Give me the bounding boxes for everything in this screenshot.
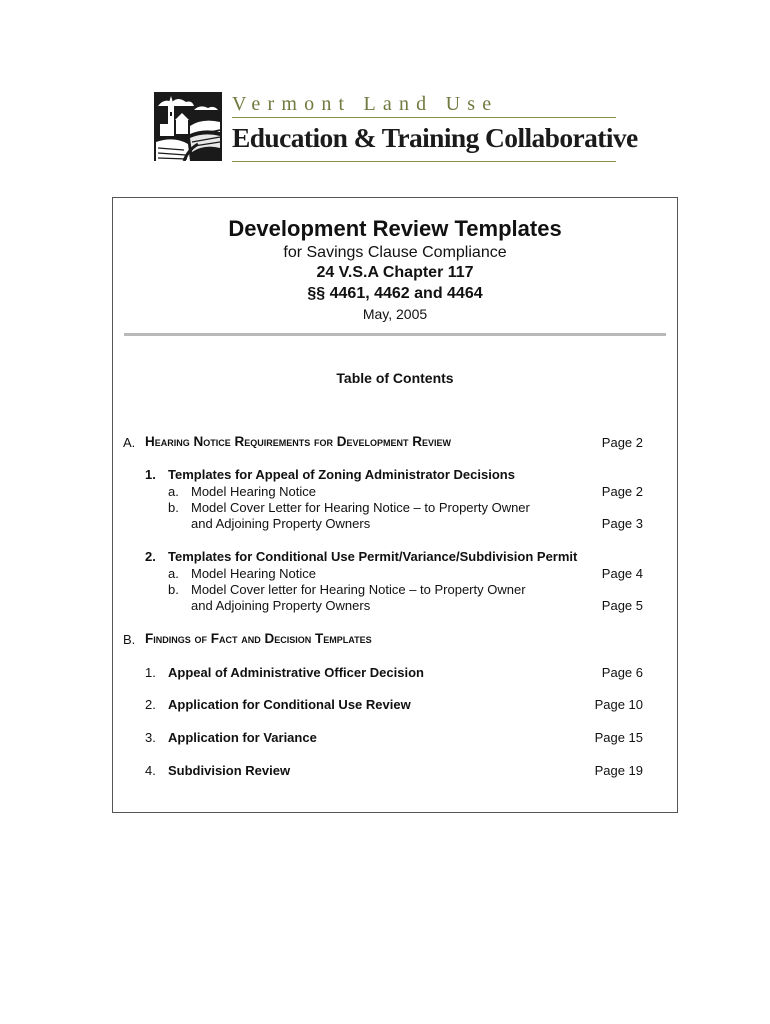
document-title: Development Review Templates — [228, 216, 562, 241]
a2a-page: Page 4 — [601, 566, 643, 581]
a1-number: 1. — [145, 467, 156, 482]
a2b-page: Page 5 — [601, 598, 643, 613]
b4-page: Page 19 — [594, 763, 643, 778]
section-b-letter: B. — [123, 632, 136, 647]
logo-rule-bottom — [232, 161, 616, 162]
section-a-page: Page 2 — [601, 435, 643, 450]
b3-title: Application for Variance — [168, 730, 317, 745]
a1a-letter: a. — [168, 484, 179, 499]
a1b-text-line1: Model Cover Letter for Hearing Notice – to Property Owner — [191, 500, 530, 515]
b2-page: Page 10 — [594, 697, 643, 712]
b1-page: Page 6 — [601, 665, 643, 680]
b1-title: Appeal of Administrative Officer Decision — [168, 665, 424, 680]
document-content-box — [112, 197, 678, 813]
a1-title: Templates for Appeal of Zoning Administrator Decisions — [168, 467, 515, 482]
a1a-page: Page 2 — [601, 484, 643, 499]
section-reference: §§ 4461, 4462 and 4464 — [307, 285, 483, 302]
a2-title: Templates for Conditional Use Permit/Variance/Subdivision Permit — [168, 549, 578, 564]
b3-number: 3. — [145, 730, 156, 745]
b2-number: 2. — [145, 697, 156, 712]
a2a-letter: a. — [168, 566, 179, 581]
a2b-letter: b. — [168, 582, 179, 597]
a2-number: 2. — [145, 549, 156, 564]
toc-heading: Table of Contents — [336, 370, 454, 386]
organization-logo — [154, 92, 638, 164]
a1a-text: Model Hearing Notice — [191, 484, 317, 499]
a1b-text-line2: and Adjoining Property Owners — [191, 516, 371, 531]
statute-reference: 24 V.S.A Chapter 117 — [316, 264, 474, 281]
section-b-title: Findings of Fact and Decision Templates — [145, 631, 372, 646]
a2b-text-line1: Model Cover letter for Hearing Notice – to Property Owner — [191, 582, 526, 597]
a2b-text-line2: and Adjoining Property Owners — [191, 598, 371, 613]
document-date: May, 2005 — [362, 306, 428, 322]
b3-page: Page 15 — [594, 730, 643, 745]
b2-title: Application for Conditional Use Review — [168, 697, 411, 712]
logo-line-1: Vermont Land Use — [232, 93, 499, 115]
b4-title: Subdivision Review — [168, 763, 291, 778]
header-divider — [124, 333, 666, 336]
document-subtitle: for Savings Clause Compliance — [283, 244, 507, 261]
b1-number: 1. — [145, 665, 156, 680]
a1b-page: Page 3 — [601, 516, 643, 531]
b4-number: 4. — [145, 763, 156, 778]
village-landscape-icon — [154, 92, 222, 161]
logo-line-2: Education & Training Collaborative — [232, 122, 638, 153]
logo-rule-top — [232, 117, 616, 118]
section-a-letter: A. — [123, 435, 136, 450]
section-a-title: Hearing Notice Requirements for Development Review — [145, 434, 452, 449]
a2a-text: Model Hearing Notice — [191, 566, 317, 581]
a1b-letter: b. — [168, 500, 179, 515]
